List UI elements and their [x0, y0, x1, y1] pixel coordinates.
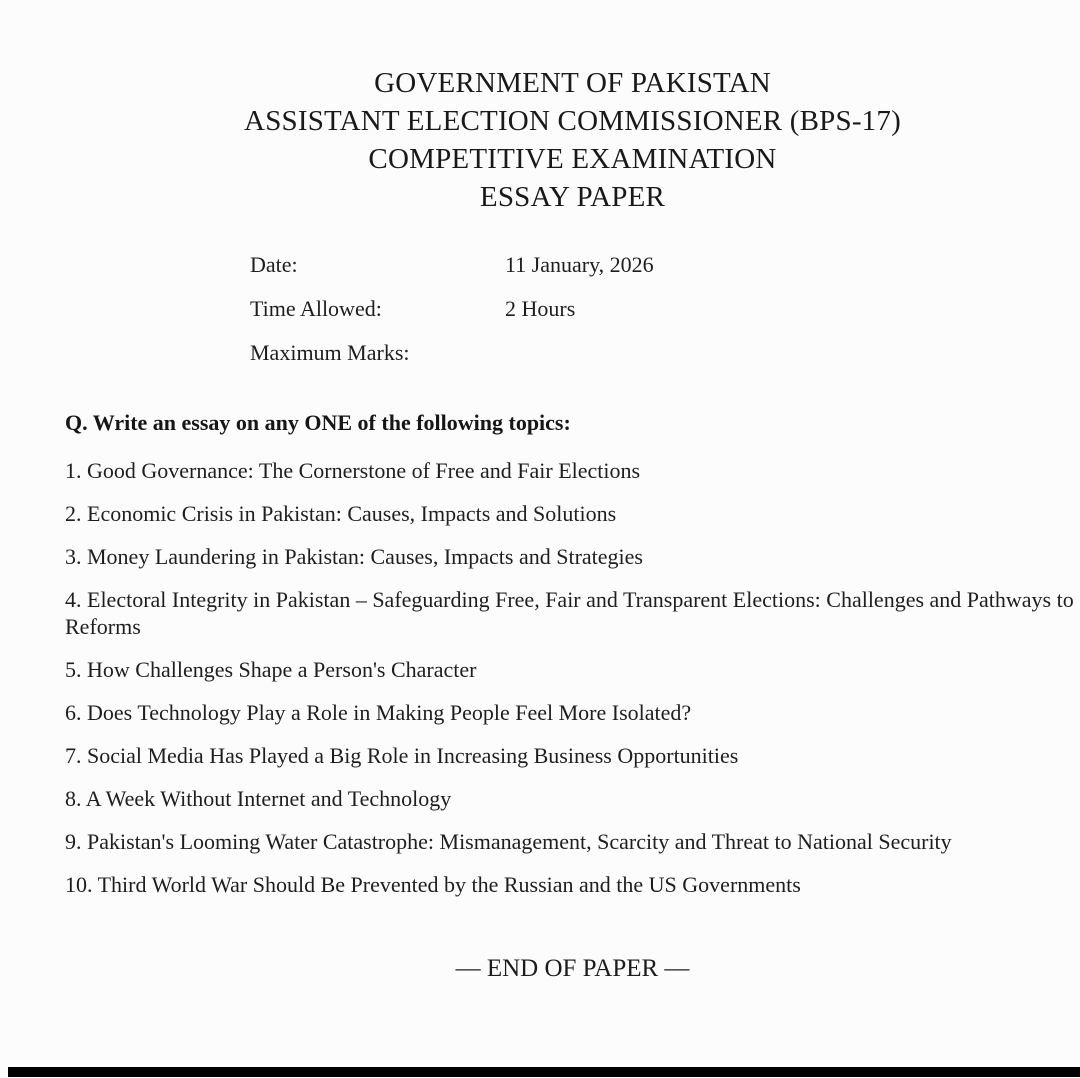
question-prompt: Q. Write an essay on any ONE of the following topics: [65, 410, 571, 435]
maximum-marks-label: Maximum Marks: [250, 340, 410, 365]
page-content [65, 0, 1080, 984]
time-allowed-value: 2 Hours [505, 296, 576, 321]
maximum-marks-value [505, 340, 1080, 366]
header-line-government: GOVERNMENT OF PAKISTAN [374, 67, 771, 99]
meta-row-time-allowed [250, 296, 1080, 322]
topic-item-6: 6. Does Technology Play a Role in Making People Feel More Isolated? [65, 700, 692, 725]
topic-item-7: 7. Social Media Has Played a Big Role in Increasing Business Opportunities [65, 743, 739, 768]
date-value: 11 January, 2026 [505, 252, 654, 277]
date-label: Date: [250, 252, 298, 277]
bottom-black-bar [8, 1067, 1080, 1077]
topic-item-2: 2. Economic Crisis in Pakistan: Causes, Impacts and Solutions [65, 501, 617, 526]
topic-item-3: 3. Money Laundering in Pakistan: Causes, Impacts and Strategies [65, 544, 643, 569]
topic-item-8: 8. A Week Without Internet and Technology [65, 786, 452, 811]
topic-item-5: 5. How Challenges Shape a Person's Character [65, 657, 477, 682]
topic-item-9: 9. Pakistan's Looming Water Catastrophe: Mismanagement, Scarcity and Threat to National Security [65, 829, 952, 854]
topic-item-1: 1. Good Governance: The Cornerstone of Free and Fair Elections [65, 458, 641, 483]
topics-list [65, 457, 1080, 898]
meta-row-date [250, 252, 1080, 278]
header-line-paper: ESSAY PAPER [479, 181, 666, 213]
header-line-exam: COMPETITIVE EXAMINATION [368, 143, 777, 175]
end-of-paper-text: — END OF PAPER — [455, 955, 690, 982]
topic-item-10: 10. Third World War Should Be Prevented by the Russian and the US Governments [65, 872, 801, 897]
meta-row-maximum-marks [250, 340, 1080, 366]
topic-item-4: 4. Electoral Integrity in Pakistan – Safeguarding Free, Fair and Transparent Elections: Challenges and Pathways to Reforms [65, 587, 1074, 639]
time-allowed-label: Time Allowed: [250, 296, 382, 321]
exam-meta [250, 252, 1080, 366]
header-line-post: ASSISTANT ELECTION COMMISSIONER (BPS-17) [244, 105, 901, 137]
paper-header [65, 64, 1080, 216]
